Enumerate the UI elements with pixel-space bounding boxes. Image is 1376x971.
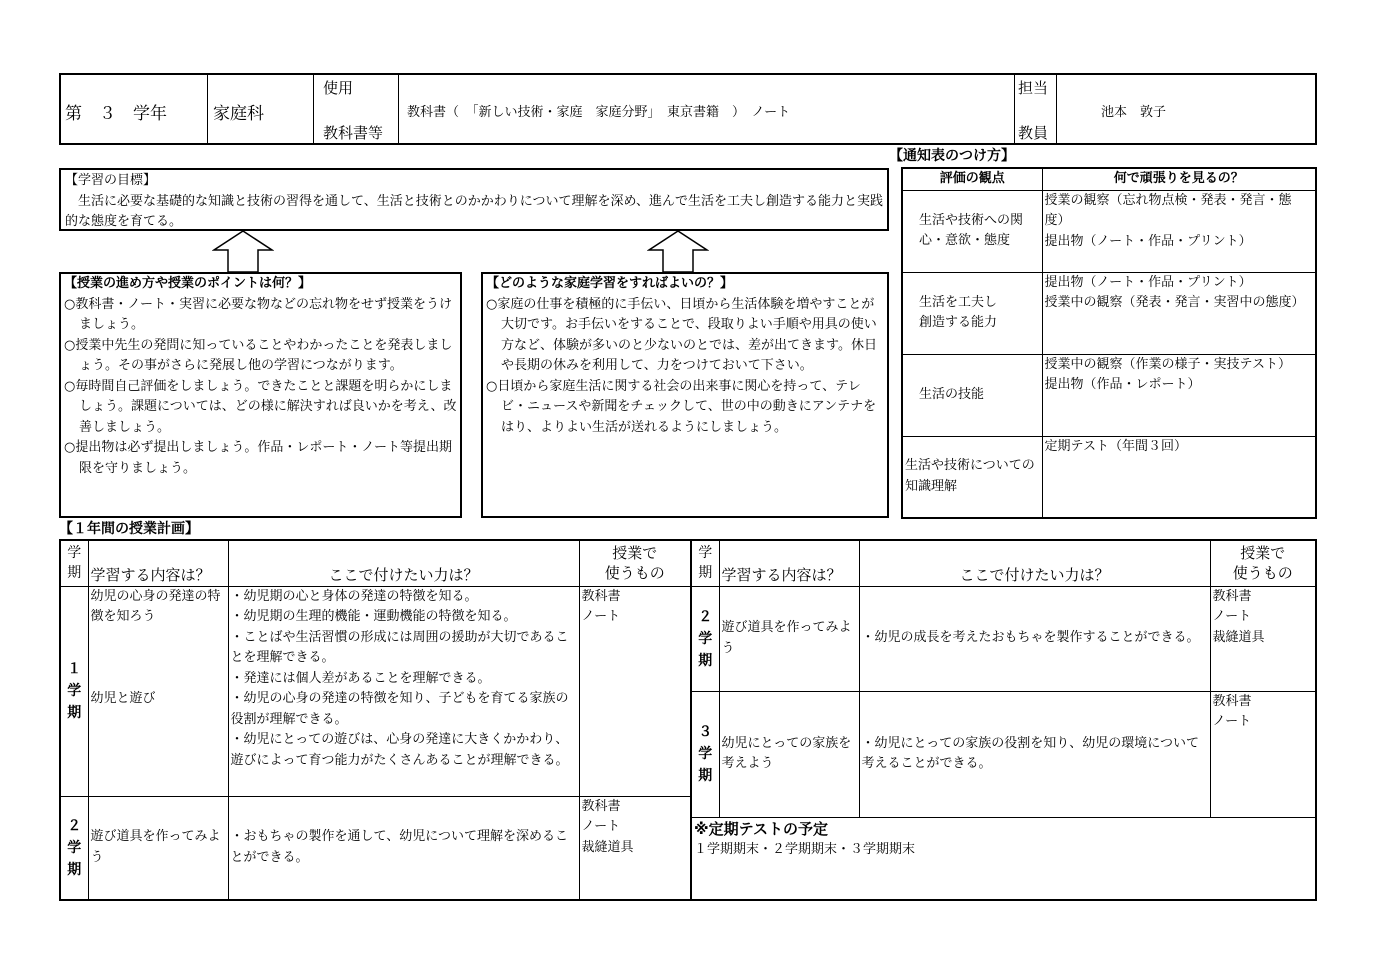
subject-label: 家庭科 [213,104,264,124]
term-label: ３学期 [691,691,719,817]
term-label: １学期 [60,586,88,796]
plan-ability: ・幼児の成長を考えたおもちゃを製作することができる。 [859,586,1210,691]
plan-ability: ・幼児にとっての家族の役割を知り、幼児の環境について考えることができる。 [859,691,1210,817]
points-item: ○教科書・ノート・実習に必要な物などの忘れ物をせず授業をうけましょう。 [64,296,452,332]
plan-use: 教科書 ノート 裁縫道具 [1210,586,1316,691]
points-item: ○毎時間自己評価をしましょう。できたことと課題を明らかにしましょう。課題については、どの様に解決すれば良いかを考え、改善しましょう。 [64,378,457,435]
plan-header-content: 学習する内容は？ [719,540,859,586]
plan-header-ability: ここで付けたい力は？ [859,540,1210,586]
eval-header-method: 何で頑張りを見るの？ [1042,168,1316,190]
plan-header-term: 学 期 [691,540,719,586]
points-title: 【授業の進め方や授業のポイントは何？】 [64,276,312,291]
kyouin-label: 教員 [1018,124,1049,142]
plan-use: 教科書 ノート [1210,691,1316,817]
points-box [59,272,462,518]
textbook-value: 教科書（ 「新しい技術・家庭 家庭分野」 東京書籍 ） ノート [407,105,791,120]
test-schedule [691,817,1316,900]
plan-header-use: 授業で 使うもの [1210,540,1316,586]
arrow-up-icon [212,230,274,272]
goal-title: 【学習の目標】 [65,173,157,188]
eval-aspect: 生活の技能 [902,354,1042,436]
eval-method: 定期テスト（年間３回） [1042,436,1316,518]
home-item: ○家庭の仕事を積極的に手伝い、日頃から生活体験を増やすことが大切です。お手伝いをすることで、段取りよい手順や用具の使い方など、体験が多いのと少ないのとでは、差が出てきます。休日や長期の休みを利用して、力をつけておいて下さい。 [486,296,877,373]
shiyou-label: 使用 [323,79,354,97]
test-title: ※定期テストの予定 [694,819,828,838]
teacher-name: 池本 敦子 [1101,105,1167,120]
plan-table-left [59,539,692,901]
home-title: 【どのような家庭学習をすればよいの？】 [486,276,734,291]
term-label: ２学期 [691,586,719,691]
plan-content: 幼児の心身の発達の特徴を知ろう 幼児と遊び [88,586,228,796]
eval-aspect: 生活や技術への関心・意欲・態度 [902,190,1042,272]
plan-header-ability: ここで付けたい力は？ [228,540,579,586]
test-text: １学期期末・２学期期末・３学期期末 [694,841,916,857]
eval-method: 授業の観察（忘れ物点検・発表・発言・態度） 提出物（ノート・作品・プリント） [1042,190,1316,272]
plan-header-content: 学習する内容は？ [88,540,228,586]
tantou-label: 担当 [1018,79,1049,97]
plan-caption: 【１年間の授業計画】 [59,521,199,537]
plan-header-use: 授業で 使うもの [579,540,691,586]
eval-header-aspect: 評価の観点 [902,168,1042,190]
home-item: ○日頃から家庭生活に関する社会の出来事に関心を持って、テレビ・ニュースや新聞をチェックして、世の中の動きにアンテナをはり、よりよい生活が送れるようにしましょう。 [486,378,877,435]
eval-aspect: 生活や技術についての知識理解 [902,436,1042,518]
kyokasho-label: 教科書等 [323,124,384,142]
arrow-up-icon [647,230,709,272]
plan-table-right [690,539,1317,901]
plan-content: 遊び道具を作ってみよう [719,586,859,691]
eval-caption: 【通知表のつけ方】 [889,148,1015,164]
home-study-box [481,272,889,518]
eval-method: 提出物（ノート・作品・プリント） 授業中の観察（発表・発言・実習中の態度） [1042,272,1316,354]
plan-ability: ・幼児期の心と身体の発達の特徴を知る。 ・幼児期の生理的機能・運動機能の特徴を知る。 ・ことばや生活習慣の形成には周囲の援助が大切であることを理解できる。 ・発達には個人差があることを理解できる。 ・幼児の心身の発達の特徴を知り、子どもを育てる家族の役割が理解できる。 ・幼児にとっての遊びは、心身の発達に大きくかかわり、遊びによって育つ能力がたくさんあることが理解できる。 [228,586,579,796]
eval-table [901,167,1317,519]
plan-use: 教科書 ノート 裁縫道具 [579,796,691,900]
points-item: ○授業中先生の発問に知っていることやわかったことを発表しましょう。その事がさらに発展し他の学習につながります。 [64,337,453,373]
header-table [59,73,1317,145]
plan-use: 教科書 ノート [579,586,691,796]
plan-header-term: 学 期 [60,540,88,586]
points-item: ○提出物は必ず提出しましょう。作品・レポート・ノート等提出期限を守りましょう。 [64,440,452,476]
goal-text: 生活に必要な基礎的な知識と技術の習得を通して、生活と技術とのかかわりについて理解を深め、進んで生活を工夫し創造する能力と実践的な態度を育てる。 [65,193,883,229]
eval-method: 授業中の観察（作業の様子・実技テスト） 提出物（作品・レポート） [1042,354,1316,436]
goal-box [59,168,889,231]
plan-content: 遊び道具を作ってみよう [88,796,228,900]
plan-content: 幼児にとっての家族を考えよう [719,691,859,817]
eval-aspect: 生活を工夫し創造する能力 [902,272,1042,354]
term-label: ２学期 [60,796,88,900]
grade-label: 第 ３ 学年 [65,104,167,124]
plan-ability: ・おもちゃの製作を通して、幼児について理解を深めることができる。 [228,796,579,900]
